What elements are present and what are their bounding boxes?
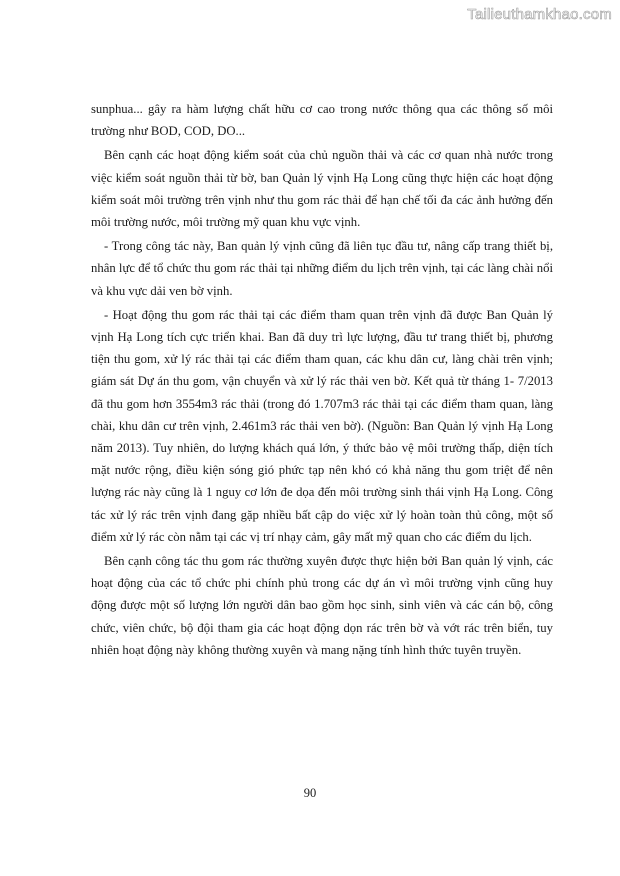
paragraph: sunphua... gây ra hàm lượng chất hữu cơ cao trong nước thông qua các thông số môi trường như BOD, COD, DO... [91,102,553,139]
paragraph: Bên cạnh các hoạt động kiểm soát của chủ nguồn thải và các cơ quan nhà nước trong việc kiểm soát nguồn thải từ bờ, ban Quản lý vịnh Hạ Long cũng thực hiện các hoạt động kiểm soát môi trường trên vịnh như thu gom rác thải để hạn chế tối đa các ảnh hưởng đến môi trường nước, môi trường mỹ quan khu vực vịnh. [91,148,553,230]
watermark: Tailieuthamkhao.com [467,6,612,23]
page-number: 90 [303,786,317,800]
paragraph: Bên cạnh công tác thu gom rác thường xuyên được thực hiện bởi Ban quản lý vịnh, các hoạt động của các tổ chức phi chính phủ trong các dự án vì môi trường vịnh cũng huy động được một số lượng lớn người dân bao gồm học sinh, sinh viên và các cán bộ, công chức, viên chức, bộ đội tham gia các hoạt động dọn rác trên bờ và vớt rác trên biển, tuy nhiên hoạt động này không thường xuyên và mang nặng tính hình thức tuyên truyền. [91,554,553,657]
document-body [91,98,553,663]
paragraph: - Trong công tác này, Ban quản lý vịnh cũng đã liên tục đầu tư, nâng cấp trang thiết bị, nhân lực để tổ chức thu gom rác thải tại những điểm du lịch trên vịnh, tại các làng chài nổi và khu vực dải ven bờ vịnh. [91,239,553,298]
paragraph: - Hoạt động thu gom rác thải tại các điểm tham quan trên vịnh đã được Ban Quản lý vịnh Hạ Long tích cực triển khai. Ban đã duy trì lực lượng, đầu tư trang thiết bị, phương tiện thu gom, xử lý rác thải tại các điểm tham quan, các khu dân cư, làng chài trên vịnh; giám sát Dự án thu gom, vận chuyển và xử lý rác thải ven bờ. Kết quả từ tháng 1- 7/2013 đã thu gom hơn 3554m3 rác thải (trong đó 1.707m3 rác thải tại các điểm tham quan, làng chài, khu dân cư trên vịnh, 2.461m3 rác thải ven bờ). (Nguồn: Ban Quản lý vịnh Hạ Long năm 2013). Tuy nhiên, do lượng khách quá lớn, ý thức bảo vệ môi trường thấp, diện tích mặt nước rộng, điều kiện sóng gió phức tạp nên khó có khả năng thu gom triệt để nên lượng rác này cũng là 1 nguy cơ lớn đe dọa đến môi trường sinh thái vịnh Hạ Long. Công tác xử lý rác trên vịnh đang gặp nhiều bất cập do việc xử lý hoàn toàn thủ công, một số điểm xử lý rác còn nằm tại các vị trí nhạy cảm, gây mất mỹ quan cho các điểm du lịch. [91,307,553,544]
